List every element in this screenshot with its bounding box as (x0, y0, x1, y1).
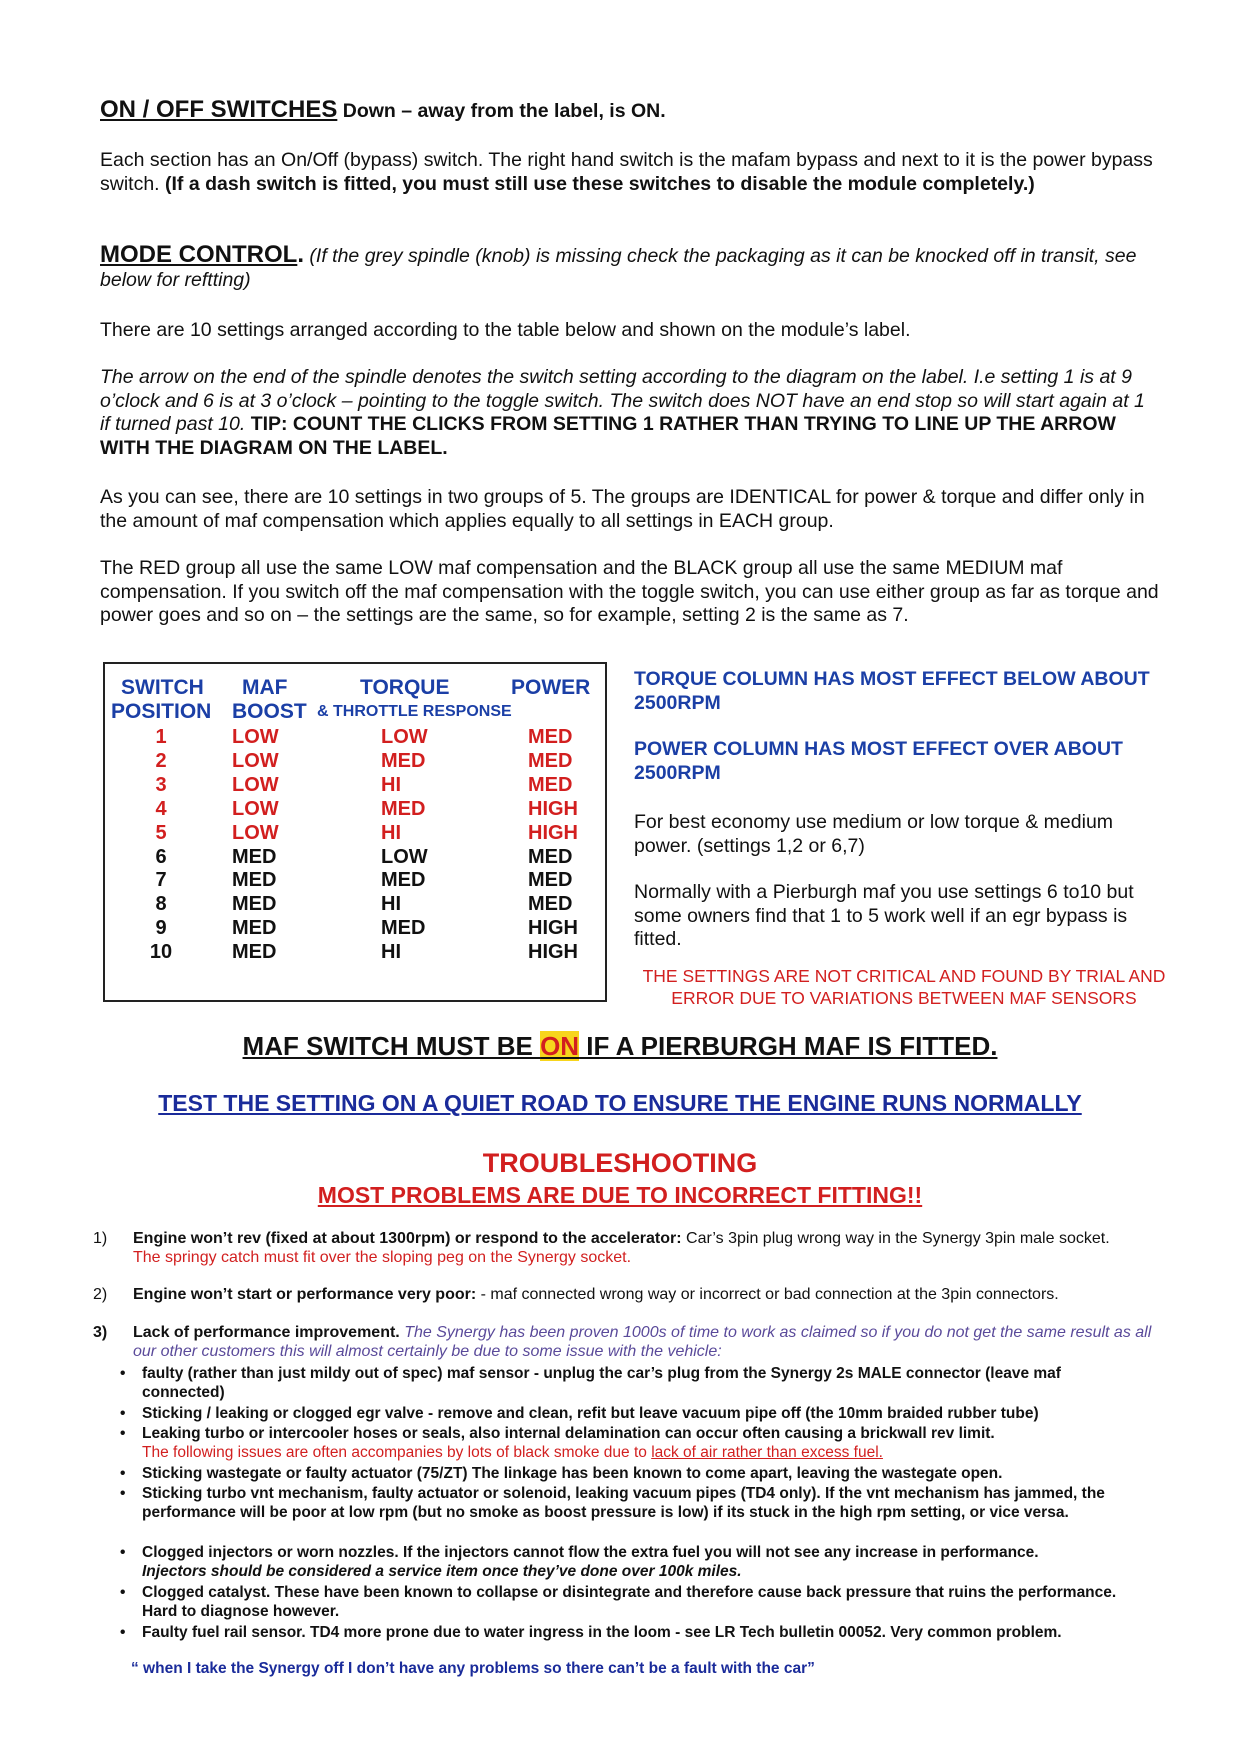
bullet-4-text: Sticking wastegate or faulty actuator (75/ZT) The linkage has been known to come apart, leaving the wastegate open. (142, 1465, 1003, 1482)
onoff-section (100, 96, 1160, 124)
cell-maf: LOW (232, 797, 279, 820)
item3-number: 3) (93, 1324, 108, 1341)
bullet-2-text: Sticking / leaking or clogged egr valve - remove and clean, refit but leave vacuum pipe off (the 10mm braided rubber tube) (142, 1405, 1039, 1422)
header-maf: MAF (242, 676, 288, 699)
bullet-3-red-underline: lack of air rather than excess fuel. (651, 1444, 883, 1461)
maf-switch-before: MAF SWITCH MUST BE (242, 1031, 541, 1061)
table-row (105, 750, 605, 774)
pierburgh-note: Normally with a Pierburgh maf you use settings 6 to10 but some owners find that 1 to 5 work well if an egr bypass is fitted. (634, 881, 1134, 950)
table-row (105, 893, 605, 917)
header-position: POSITION (111, 700, 212, 723)
test-note: TEST THE SETTING ON A QUIET ROAD TO ENSURE THE ENGINE RUNS NORMALLY (158, 1090, 1082, 1116)
bullet-dot: • (120, 1465, 126, 1482)
cell-torque: MED (381, 797, 426, 820)
maf-switch-on: ON (540, 1031, 580, 1061)
bullet-dot: • (120, 1405, 126, 1422)
item3-bold: Lack of performance improvement. (133, 1324, 400, 1341)
item3-italic: The Synergy has been proven 1000s of time to work as claimed so if you do not get the same result as all our other customers this will almost certainly be due to some issue with the vehicle: (133, 1324, 1152, 1360)
mode-para1: There are 10 settings arranged according to the table below and shown on the module’s label. (100, 319, 911, 341)
cell-torque: MED (381, 917, 426, 940)
cell-torque: MED (381, 869, 426, 892)
cell-torque: HI (381, 821, 401, 844)
bullet-dot: • (120, 1365, 126, 1382)
cell-position: 10 (149, 941, 173, 964)
mode-note: (If the grey spindle (knob) is missing check the packaging as it can be knocked off in transit, see below for reftting) (100, 245, 1137, 291)
table-row (105, 941, 605, 965)
header-throttle: & THROTTLE RESPONSE (317, 703, 512, 720)
item2-plain: - maf connected wrong way or incorrect or bad connection at the 3pin connectors. (476, 1286, 1059, 1303)
bullet-5-text: Sticking turbo vnt mechanism, faulty actuator or solenoid, leaking vacuum pipes (TD4 only). If the vnt mechanism has jammed, the performance will be poor at low rpm (but no smoke as boost pressure is low) if its stuck in the high rpm setting, or vice versa. (142, 1485, 1105, 1521)
bullet-8-text: Faulty fuel rail sensor. TD4 more prone due to water ingress in the loom - see LR Tech bulletin 00052. Very common problem. (142, 1624, 1062, 1641)
cell-maf: MED (232, 941, 277, 964)
header-boost: BOOST (232, 700, 307, 723)
customer-quote: “ when I take the Synergy off I don’t have any problems so there can’t be a fault with the car” (131, 1660, 815, 1677)
cell-position: 1 (155, 726, 167, 748)
bullet-1-text: faulty (rather than just mildy out of spec) maf sensor - unplug the car’s plug from the Synergy 2s MALE connector (leave maf connected) (142, 1365, 1061, 1401)
cell-power: HIGH (528, 797, 578, 820)
header-torque: TORQUE (360, 676, 450, 699)
cell-torque: HI (381, 893, 401, 916)
bullet-7-text: Clogged catalyst. These have been known to collapse or disintegrate and therefore cause back pressure that ruins the performance. Hard to diagnose however. (142, 1584, 1117, 1620)
cell-power: MED (528, 893, 573, 916)
cell-power: HIGH (528, 941, 578, 964)
table-row (105, 798, 605, 822)
cell-position: 6 (155, 845, 167, 868)
power-note: POWER COLUMN HAS MOST EFFECT OVER ABOUT 2500RPM (634, 738, 1123, 784)
mode-heading: MODE CONTROL (100, 241, 298, 268)
troubleshooting-subtitle: MOST PROBLEMS ARE DUE TO INCORRECT FITTING!! (317, 1182, 923, 1208)
maf-switch-warning (0, 1031, 1240, 1062)
mode-para2 (100, 366, 1160, 460)
mode-para3: As you can see, there are 10 settings in two groups of 5. The groups are IDENTICAL for power & torque and differ only in the amount of maf compensation which applies equally to all settings in EACH group. (100, 486, 1145, 532)
cell-maf: MED (232, 917, 277, 940)
mode-para2-italic: The arrow on the end of the spindle denotes the switch setting according to the diagram on the label. I.e setting 1 is at 9 o’clock and 6 is at 3 o’clock – pointing to the toggle switch. The switch does NOT have an end stop so will start again at 1 if turned past 10. (100, 366, 1145, 435)
mode-heading-line (100, 243, 1160, 292)
onoff-para-plain: Each section has an On/Off (bypass) switch. The right hand switch is the mafam bypass and next to it is the power bypass switch. (100, 149, 1153, 195)
bullet-6-italic: Injectors should be considered a service item once they’ve done over 100k miles. (142, 1563, 742, 1580)
cell-power: HIGH (528, 917, 578, 940)
cell-position: 2 (155, 749, 167, 772)
item1-red: The springy catch must fit over the sloping peg on the Synergy socket. (133, 1249, 632, 1266)
onoff-para-bold: (If a dash switch is fitted, you must still use these switches to disable the module completely.) (165, 172, 1035, 195)
table-row (105, 774, 605, 798)
cell-power: MED (528, 726, 573, 748)
cell-position: 5 (155, 821, 167, 844)
cell-maf: LOW (232, 773, 279, 796)
onoff-subheading: Down – away from the label, is ON. (337, 100, 666, 122)
header-switch: SWITCH (121, 676, 204, 699)
cell-power: HIGH (528, 821, 578, 844)
bullet-3-text: Leaking turbo or intercooler hoses or seals, also internal delamination can occur often causing a brickwall rev limit. (142, 1425, 995, 1442)
cell-maf: LOW (232, 821, 279, 844)
bullet-3-red: The following issues are often accompanies by lots of black smoke due to (142, 1444, 652, 1461)
economy-note: For best economy use medium or low torque & medium power. (settings 1,2 or 6,7) (634, 811, 1114, 857)
mode-heading-dot: . (297, 241, 304, 268)
bullet-6-text: Clogged injectors or worn nozzles. If the injectors cannot flow the extra fuel you will not see any increase in performance. (142, 1544, 1039, 1561)
cell-power: MED (528, 749, 573, 772)
critical-note: THE SETTINGS ARE NOT CRITICAL AND FOUND BY TRIAL AND ERROR DUE TO VARIATIONS BETWEEN MAF SENSORS (642, 966, 1166, 1008)
cell-position: 8 (155, 893, 167, 916)
cell-power: MED (528, 845, 573, 868)
cell-torque: MED (381, 749, 426, 772)
torque-note: TORQUE COLUMN HAS MOST EFFECT BELOW ABOUT 2500RPM (634, 668, 1150, 714)
cell-power: MED (528, 869, 573, 892)
bullet-dot: • (120, 1584, 126, 1601)
item2-bold: Engine won’t start or performance very poor: (133, 1286, 477, 1303)
cell-torque: HI (381, 773, 401, 796)
cell-position: 3 (155, 773, 167, 796)
maf-switch-after: IF A PIERBURGH MAF IS FITTED. (579, 1031, 998, 1061)
mode-para4: The RED group all use the same LOW maf compensation and the BLACK group all use the same MEDIUM maf compensation. If you switch off the maf compensation with the toggle switch, you can use either group as far as torque and power goes and so on – the settings are the same, so for example, setting 2 is the same as 7. (100, 557, 1159, 626)
item1-plain: Car’s 3pin plug wrong way in the Synergy 3pin male socket. (681, 1230, 1110, 1247)
cell-position: 9 (155, 917, 167, 940)
cell-position: 4 (155, 797, 167, 820)
table-row (105, 846, 605, 870)
mode-para2-tip: TIP: COUNT THE CLICKS FROM SETTING 1 RATHER THAN TRYING TO LINE UP THE ARROW WITH THE DIAGRAM ON THE LABEL. (100, 413, 1116, 459)
settings-table (103, 662, 607, 1002)
cell-maf: MED (232, 845, 277, 868)
cell-maf: LOW (232, 749, 279, 772)
table-row (105, 726, 605, 750)
onoff-paragraph (100, 149, 1160, 196)
troubleshooting-title: TROUBLESHOOTING (482, 1148, 758, 1178)
cell-torque: LOW (381, 845, 428, 868)
cell-power: MED (528, 773, 573, 796)
bullet-dot: • (120, 1624, 126, 1641)
cell-maf: MED (232, 869, 277, 892)
table-row (105, 917, 605, 941)
item2-number: 2) (93, 1286, 108, 1303)
table-row (105, 869, 605, 893)
cell-position: 7 (155, 869, 167, 892)
header-power: POWER (511, 676, 591, 699)
cell-torque: LOW (381, 726, 428, 748)
cell-maf: MED (232, 893, 277, 916)
cell-torque: HI (381, 941, 401, 964)
item1-bold: Engine won’t rev (fixed at about 1300rpm) or respond to the accelerator: (133, 1230, 682, 1247)
bullet-dot: • (120, 1544, 126, 1561)
bullet-dot: • (120, 1485, 126, 1502)
onoff-heading: ON / OFF SWITCHES (100, 96, 338, 123)
table-row (105, 822, 605, 846)
item1-number: 1) (93, 1230, 108, 1247)
bullet-dot: • (120, 1425, 126, 1442)
cell-maf: LOW (232, 726, 279, 748)
